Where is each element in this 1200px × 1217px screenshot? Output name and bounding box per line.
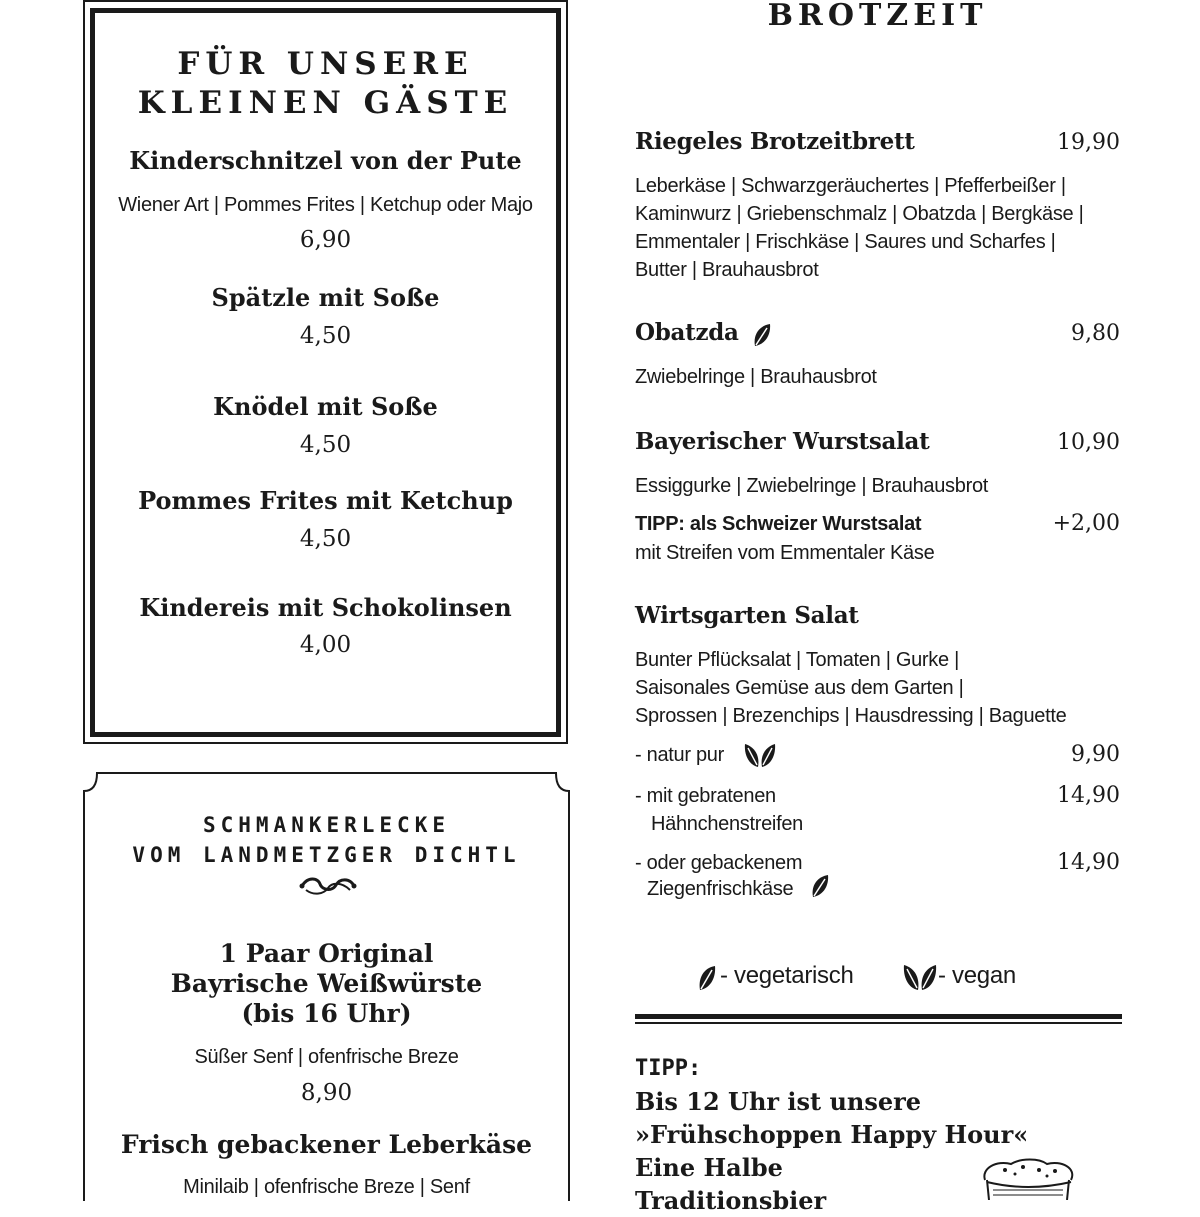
kids-menu-title-line2: KLEINEN GÄSTE xyxy=(137,85,514,121)
kids-item-price: 6,90 xyxy=(299,227,352,253)
weisswurst-name-line1: 1 Paar Original xyxy=(219,939,434,968)
wurstsalat-name: Bayerischer Wurstsalat xyxy=(635,428,930,455)
vegetarian-leaf-icon xyxy=(697,964,717,992)
wurstsalat-tipp-desc: mit Streifen vom Emmentaler Käse xyxy=(635,542,935,564)
wurstsalat-desc: Essiggurke | Zwiebelringe | Brauhausbrot xyxy=(635,475,989,497)
vegan-leaves-icon xyxy=(902,962,938,992)
kids-item-name: Knödel mit Soße xyxy=(213,392,438,421)
beer-mug-icon xyxy=(975,1158,1085,1200)
tipp-line: Traditionsbier xyxy=(635,1186,827,1215)
weisswurst-price: 8,90 xyxy=(300,1080,353,1106)
vegetarian-leaf-icon xyxy=(810,873,830,899)
brotzeitbrett-desc-line: Emmentaler | Frischkäse | Saures und Scharfes | xyxy=(635,231,1056,253)
salat-option-label: - natur pur xyxy=(635,744,724,766)
vegan-leaves-icon xyxy=(743,741,777,769)
brotzeitbrett-desc-line: Butter | Brauhausbrot xyxy=(635,259,819,281)
tipp-line: »Frühschoppen Happy Hour« xyxy=(635,1120,1029,1149)
wurstsalat-tipp-label: TIPP: als Schweizer Wurstsalat xyxy=(635,513,922,535)
salat-option-label-line2: Hähnchenstreifen xyxy=(651,813,803,835)
kids-menu-title-line1: FÜR UNSERE xyxy=(177,46,474,82)
kids-item-name: Kinderschnitzel von der Pute xyxy=(129,146,522,175)
legend-vegan-label: - vegan xyxy=(938,962,1016,989)
salat-option-price: 14,90 xyxy=(1057,850,1120,875)
wirtsgarten-salat-desc-line: Sprossen | Brezenchips | Hausdressing | Baguette xyxy=(635,705,1067,727)
kids-item-name: Spätzle mit Soße xyxy=(211,283,440,312)
tipp-heading: TIPP: xyxy=(635,1056,702,1081)
ornament-flourish-icon xyxy=(298,874,358,896)
salat-option-label: - mit gebratenen xyxy=(635,785,776,807)
weisswurst-name-line3: (bis 16 Uhr) xyxy=(241,999,412,1028)
kids-item-price: 4,50 xyxy=(299,323,352,349)
wurstsalat-tipp-price: +2,00 xyxy=(1052,511,1120,536)
kids-item-price: 4,50 xyxy=(299,432,352,458)
salat-option-label: - oder gebackenem xyxy=(635,852,803,874)
legend-vegetarian-label: - vegetarisch xyxy=(720,962,854,989)
salat-option-label-line2: Ziegenfrischkäse xyxy=(647,878,794,900)
obatzda-name: Obatzda xyxy=(635,319,739,346)
brotzeitbrett-name: Riegeles Brotzeitbrett xyxy=(635,128,915,155)
salat-option-price: 9,90 xyxy=(1071,742,1120,767)
kids-item-price: 4,00 xyxy=(299,632,352,658)
kids-item-desc: Wiener Art | Pommes Frites | Ketchup oder Majo xyxy=(118,194,533,216)
brotzeit-title: BROTZEIT xyxy=(767,0,988,33)
vegetarian-leaf-icon xyxy=(752,322,772,348)
kids-item-name: Kindereis mit Schokolinsen xyxy=(139,593,512,622)
kids-item-name: Pommes Frites mit Ketchup xyxy=(138,486,513,515)
leberkaese-name: Frisch gebackener Leberkäse xyxy=(120,1130,533,1159)
section-divider-thick xyxy=(635,1014,1122,1019)
wirtsgarten-salat-name: Wirtsgarten Salat xyxy=(635,602,859,629)
brotzeitbrett-desc-line: Kaminwurz | Griebenschmalz | Obatzda | Bergkäse | xyxy=(635,203,1084,225)
salat-option-price: 14,90 xyxy=(1057,783,1120,808)
wirtsgarten-salat-desc-line: Bunter Pflücksalat | Tomaten | Gurke | xyxy=(635,649,959,671)
tipp-line: Bis 12 Uhr ist unsere xyxy=(635,1087,922,1116)
obatzda-desc: Zwiebelringe | Brauhausbrot xyxy=(635,366,877,388)
obatzda-price: 9,80 xyxy=(1071,321,1120,346)
weisswurst-desc: Süßer Senf | ofenfrische Breze xyxy=(194,1046,459,1068)
leberkaese-desc: Minilaib | ofenfrische Breze | Senf xyxy=(183,1176,470,1198)
section-divider-thin xyxy=(635,1022,1122,1024)
tipp-line: Eine Halbe xyxy=(635,1153,783,1182)
kids-item-price: 4,50 xyxy=(299,526,352,552)
weisswurst-name-line2: Bayrische Weißwürste xyxy=(170,969,483,998)
wirtsgarten-salat-desc-line: Saisonales Gemüse aus dem Garten | xyxy=(635,677,964,699)
schmankerl-title-line2: VOM LANDMETZGER DICHTL xyxy=(132,843,521,867)
wurstsalat-price: 10,90 xyxy=(1057,430,1120,455)
brotzeitbrett-price: 19,90 xyxy=(1057,130,1120,155)
schmankerl-title-line1: SCHMANKERLECKE xyxy=(202,813,450,837)
brotzeitbrett-desc-line: Leberkäse | Schwarzgeräuchertes | Pfefferbeißer | xyxy=(635,175,1066,197)
